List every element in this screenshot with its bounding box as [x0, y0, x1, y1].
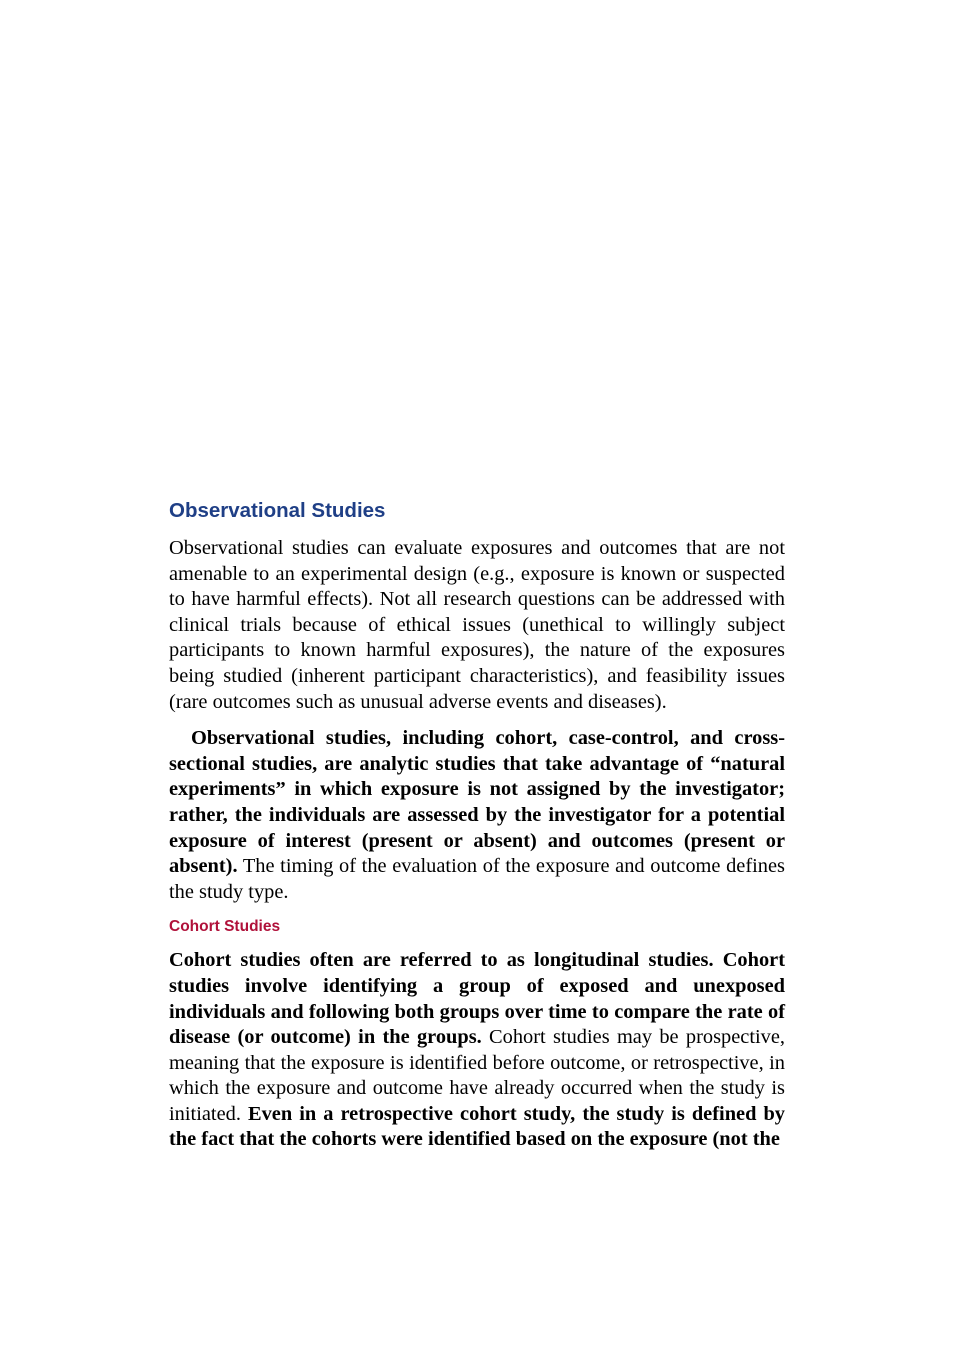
bold-statement: Even in a retrospective cohort study, the study is defined by the fact that the cohorts were identified based on the exposure (not the — [169, 1102, 786, 1151]
subsection-heading: Cohort Studies — [169, 918, 281, 936]
page-content — [169, 497, 785, 1153]
bold-statement: Cohort studies often are referred to as longitudinal studies. Cohort studies involve identifying a group of exposed and unexposed individuals and following both groups over time to compare the rate of disease (or outcome) in the groups. — [169, 949, 785, 1049]
normal-text: Cohort studies may be prospective, meaning that the exposure is identified before outcome, or retrospective, in which the exposure and outcome have already occurred when the study is initiated. — [169, 1026, 785, 1125]
paragraph-cohort-studies — [169, 948, 785, 1153]
bold-statement: Observational studies, including cohort, case-control, and cross-sectional studies, are analytic studies that take advantage of “natural experiments” in which exposure is not assigned by the investigator; rather, the individuals are assessed by the investigator for a potential exposure of interest (present or absent) and outcomes (present or absent). — [169, 727, 785, 878]
paragraph-observational-intro: Observational studies can evaluate exposures and outcomes that are not amenable to an experimental design (e.g., exposure is known or suspected to have harmful effects). Not all research questions can be addressed with clinical trials because of ethical issues (unethical to willingly subject participants to known harmful exposures), the nature of the exposures being studied (inherent participant characteristics), and feasibility issues (rare outcomes such as unusual adverse events and diseases). — [169, 537, 785, 713]
normal-text: The timing of the evaluation of the exposure and outcome defines the study type. — [169, 855, 785, 903]
paragraph-observational-types — [169, 726, 785, 905]
section-heading: Observational Studies — [169, 499, 386, 522]
